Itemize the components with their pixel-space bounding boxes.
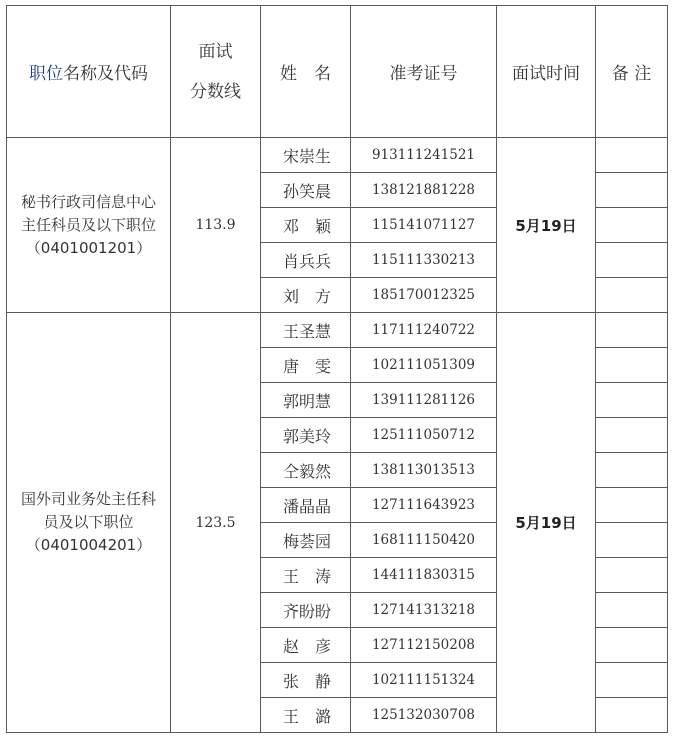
remark-cell — [596, 383, 668, 418]
position-position-line2: 员及以下职位 — [43, 513, 134, 531]
candidate-exam-id: 102111151324 — [351, 663, 497, 698]
candidate-exam-id: 138121881228 — [351, 173, 497, 208]
candidate-exam-id: 144111830315 — [351, 558, 497, 593]
candidate-exam-id: 115111330213 — [351, 243, 497, 278]
candidate-name: 唐 雯 — [261, 348, 351, 383]
candidate-name: 王圣慧 — [261, 313, 351, 348]
header-interview-time: 面试时间 — [497, 6, 596, 138]
header-exam-id: 准考证号 — [351, 6, 497, 138]
position-position-code: （0401004201） — [25, 536, 152, 554]
remark-cell — [596, 453, 668, 488]
candidate-name: 潘晶晶 — [261, 488, 351, 523]
candidate-exam-id: 185170012325 — [351, 278, 497, 313]
candidate-name: 梅荟园 — [261, 523, 351, 558]
position-cell — [7, 138, 171, 313]
header-row — [7, 6, 668, 138]
position-position-line1: 国外司业务处主任科 — [20, 490, 156, 508]
candidate-exam-id: 125111050712 — [351, 418, 497, 453]
score-cell: 123.5 — [171, 313, 261, 733]
score-cell: 113.9 — [171, 138, 261, 313]
remark-cell — [596, 593, 668, 628]
candidate-exam-id: 115141071127 — [351, 208, 497, 243]
remark-cell — [596, 523, 668, 558]
candidate-name: 王 潞 — [261, 698, 351, 733]
candidate-exam-id: 127111643923 — [351, 488, 497, 523]
position-position-code: （0401001201） — [25, 238, 152, 257]
candidate-exam-id: 117111240722 — [351, 313, 497, 348]
header-position-rest: 名称及代码 — [63, 64, 148, 84]
remark-cell — [596, 488, 668, 523]
remark-cell — [596, 278, 668, 313]
header-score — [171, 6, 261, 138]
remark-cell — [596, 138, 668, 173]
candidate-exam-id: 102111051309 — [351, 348, 497, 383]
interview-date: 5月19日 — [497, 313, 596, 733]
remark-cell — [596, 243, 668, 278]
remark-cell — [596, 313, 668, 348]
candidate-name: 刘 方 — [261, 278, 351, 313]
header-score-line2: 分数线 — [190, 81, 241, 102]
header-remark: 备 注 — [596, 6, 668, 138]
remark-cell — [596, 208, 668, 243]
candidate-name: 郭美玲 — [261, 418, 351, 453]
candidate-exam-id: 138113013513 — [351, 453, 497, 488]
position-position-line1: 秘书行政司信息中心 — [20, 192, 156, 211]
candidate-exam-id: 125132030708 — [351, 698, 497, 733]
candidate-name: 孙笑晨 — [261, 173, 351, 208]
remark-cell — [596, 663, 668, 698]
table-row — [7, 313, 668, 348]
remark-cell — [596, 173, 668, 208]
remark-cell — [596, 348, 668, 383]
candidate-name: 肖兵兵 — [261, 243, 351, 278]
interview-date: 5月19日 — [497, 138, 596, 313]
candidate-exam-id: 168111150420 — [351, 523, 497, 558]
remark-cell — [596, 418, 668, 453]
candidate-name: 宋崇生 — [261, 138, 351, 173]
candidate-name: 仝毅然 — [261, 453, 351, 488]
remark-cell — [596, 698, 668, 733]
header-position-accent: 职位 — [29, 64, 63, 84]
header-score-line1: 面试 — [198, 41, 233, 62]
candidate-name: 齐盼盼 — [261, 593, 351, 628]
candidate-name: 张 静 — [261, 663, 351, 698]
header-name: 姓 名 — [261, 6, 351, 138]
candidate-exam-id: 127141313218 — [351, 593, 497, 628]
candidate-exam-id: 913111241521 — [351, 138, 497, 173]
candidate-name: 赵 彦 — [261, 628, 351, 663]
position-position-line2: 主任科员及以下职位 — [20, 215, 156, 234]
header-position — [7, 6, 171, 138]
interview-table — [6, 5, 668, 733]
table-row — [7, 138, 668, 173]
candidate-name: 郭明慧 — [261, 383, 351, 418]
remark-cell — [596, 558, 668, 593]
table-body — [7, 138, 668, 733]
remark-cell — [596, 628, 668, 663]
candidate-name: 王 涛 — [261, 558, 351, 593]
candidate-exam-id: 127112150208 — [351, 628, 497, 663]
candidate-exam-id: 139111281126 — [351, 383, 497, 418]
position-cell — [7, 313, 171, 733]
candidate-name: 邓 颖 — [261, 208, 351, 243]
